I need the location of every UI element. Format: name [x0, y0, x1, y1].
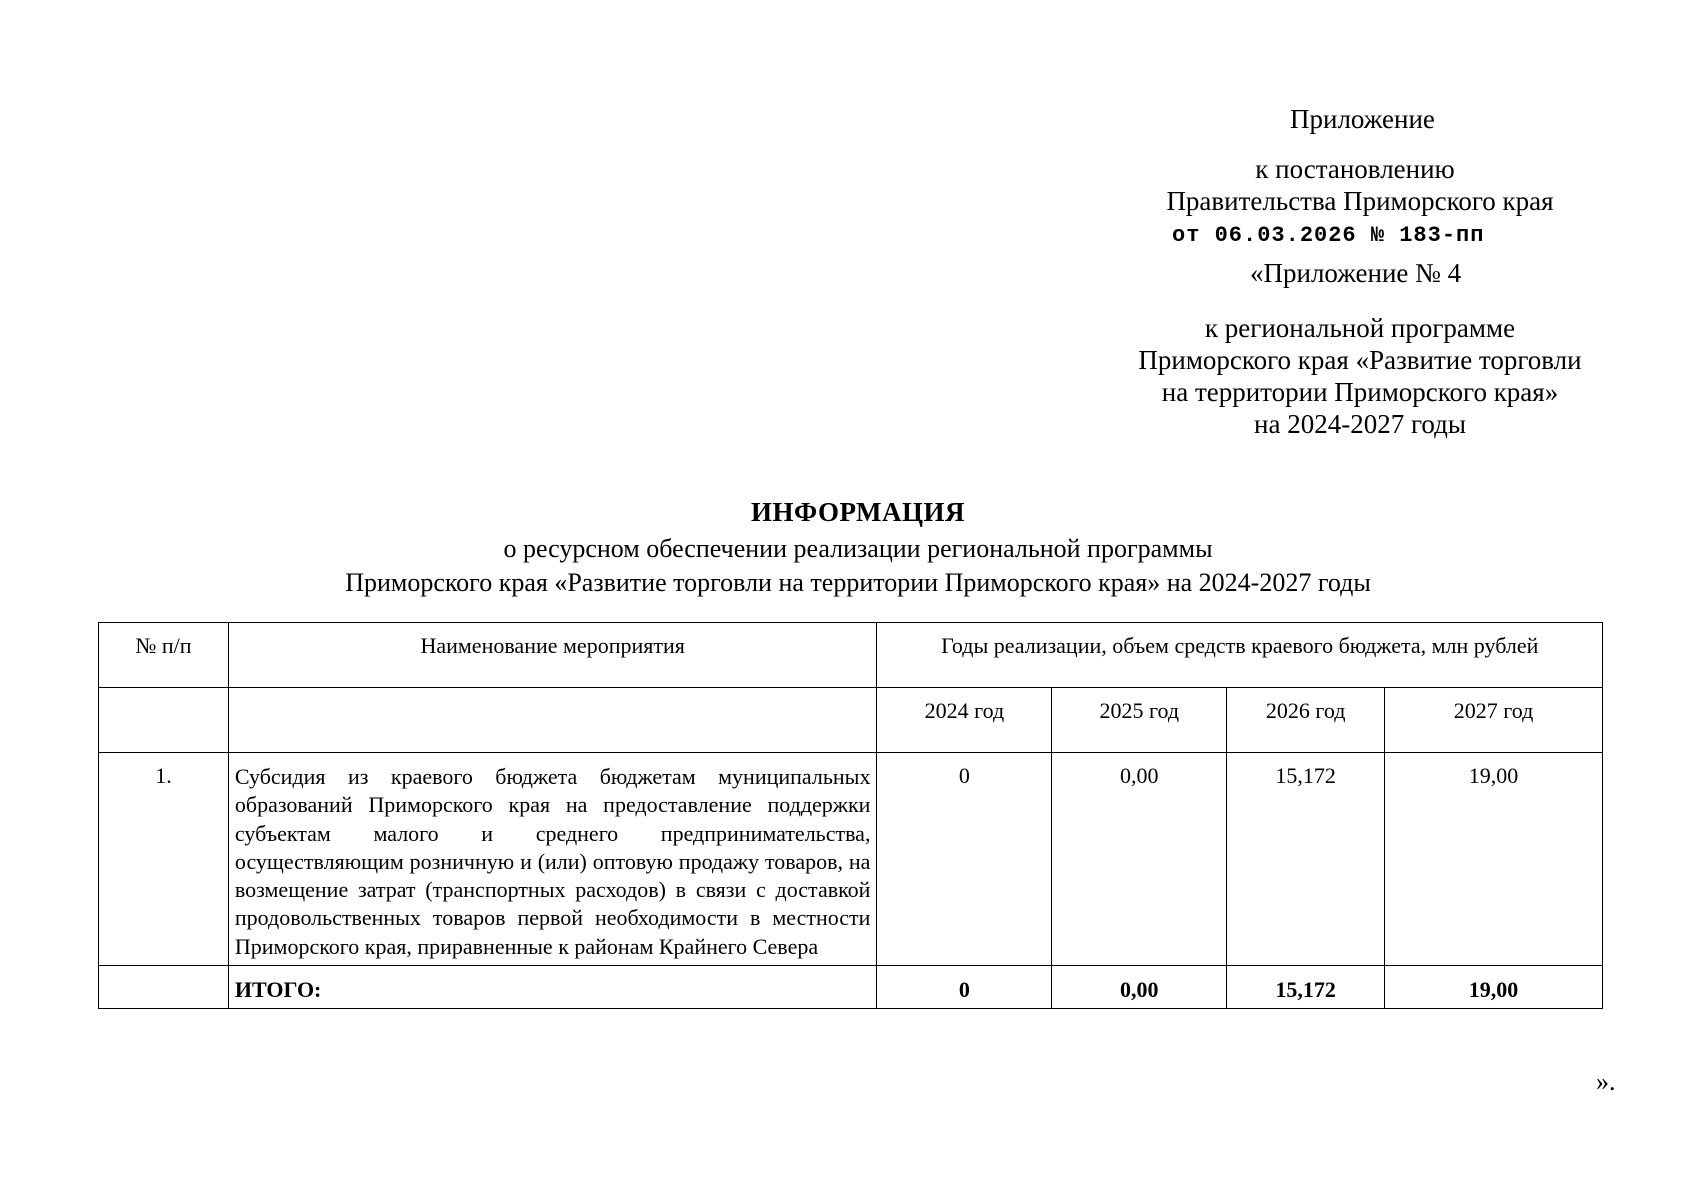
header-years: Годы реализации, объем средств краевого бюджета, млн рублей: [877, 623, 1603, 688]
appendix-label: Приложение: [1290, 104, 1435, 134]
total-row: [99, 966, 1603, 1009]
program-line-3: на территории Приморского края»: [1161, 377, 1559, 407]
total-2026: 15,172: [1227, 966, 1385, 1009]
row-value-2025: 0,00: [1052, 753, 1227, 966]
header-name: Наименование мероприятия: [228, 623, 877, 688]
program-line-4: на 2024-2027 годы: [1254, 409, 1466, 439]
row-value-2027: 19,00: [1385, 753, 1603, 966]
year-2025: 2025 год: [1052, 688, 1227, 753]
row-value-2024: 0: [877, 753, 1052, 966]
government-ref: Правительства Приморского края: [1166, 186, 1554, 216]
row-num: 1.: [99, 753, 229, 966]
appendix4-label: «Приложение № 4: [1250, 258, 1462, 288]
date-number-stamp: от 06.03.2026 № 183-пп: [1172, 223, 1485, 248]
row-value-2026: 15,172: [1227, 753, 1385, 966]
row-name: Субсидия из краевого бюджета бюджетам муниципальных образований Приморского края на предоставление поддержки субъектам малого и среднего предпринимательства, осуществляющим розничную и (или) оптовую продажу товаров, на возмещение затрат (транспортных расходов) в связи с доставкой продовольственных товаров первой необходимости в местности Приморского края, приравненные к районам Крайнего Севера: [228, 753, 877, 966]
table-row: [99, 753, 1603, 966]
total-2025: 0,00: [1052, 966, 1227, 1009]
document-subtitle-1: о ресурсном обеспечении реализации региональной программы: [503, 534, 1213, 563]
year-2026: 2026 год: [1227, 688, 1385, 753]
total-2027: 19,00: [1385, 966, 1603, 1009]
empty-cell: [99, 688, 229, 753]
header-num: № п/п: [99, 623, 229, 688]
year-2027: 2027 год: [1385, 688, 1603, 753]
document-title: ИНФОРМАЦИЯ: [751, 497, 965, 527]
document-subtitle-2: Приморского края «Развитие торговли на территории Приморского края» на 2024-2027 годы: [345, 568, 1371, 597]
closing-quote-mark: ».: [1596, 1067, 1616, 1096]
program-line-2: Приморского края «Развитие торговли: [1138, 345, 1582, 375]
resolution-ref: к постановлению: [1255, 154, 1455, 184]
empty-cell: [228, 688, 877, 753]
table-header-row: [99, 623, 1603, 688]
total-2024: 0: [877, 966, 1052, 1009]
table-years-row: [99, 688, 1603, 753]
resource-table: [98, 622, 1603, 1009]
total-label: ИТОГО:: [228, 966, 877, 1009]
year-2024: 2024 год: [877, 688, 1052, 753]
program-line-1: к региональной программе: [1204, 313, 1516, 343]
empty-cell: [99, 966, 229, 1009]
